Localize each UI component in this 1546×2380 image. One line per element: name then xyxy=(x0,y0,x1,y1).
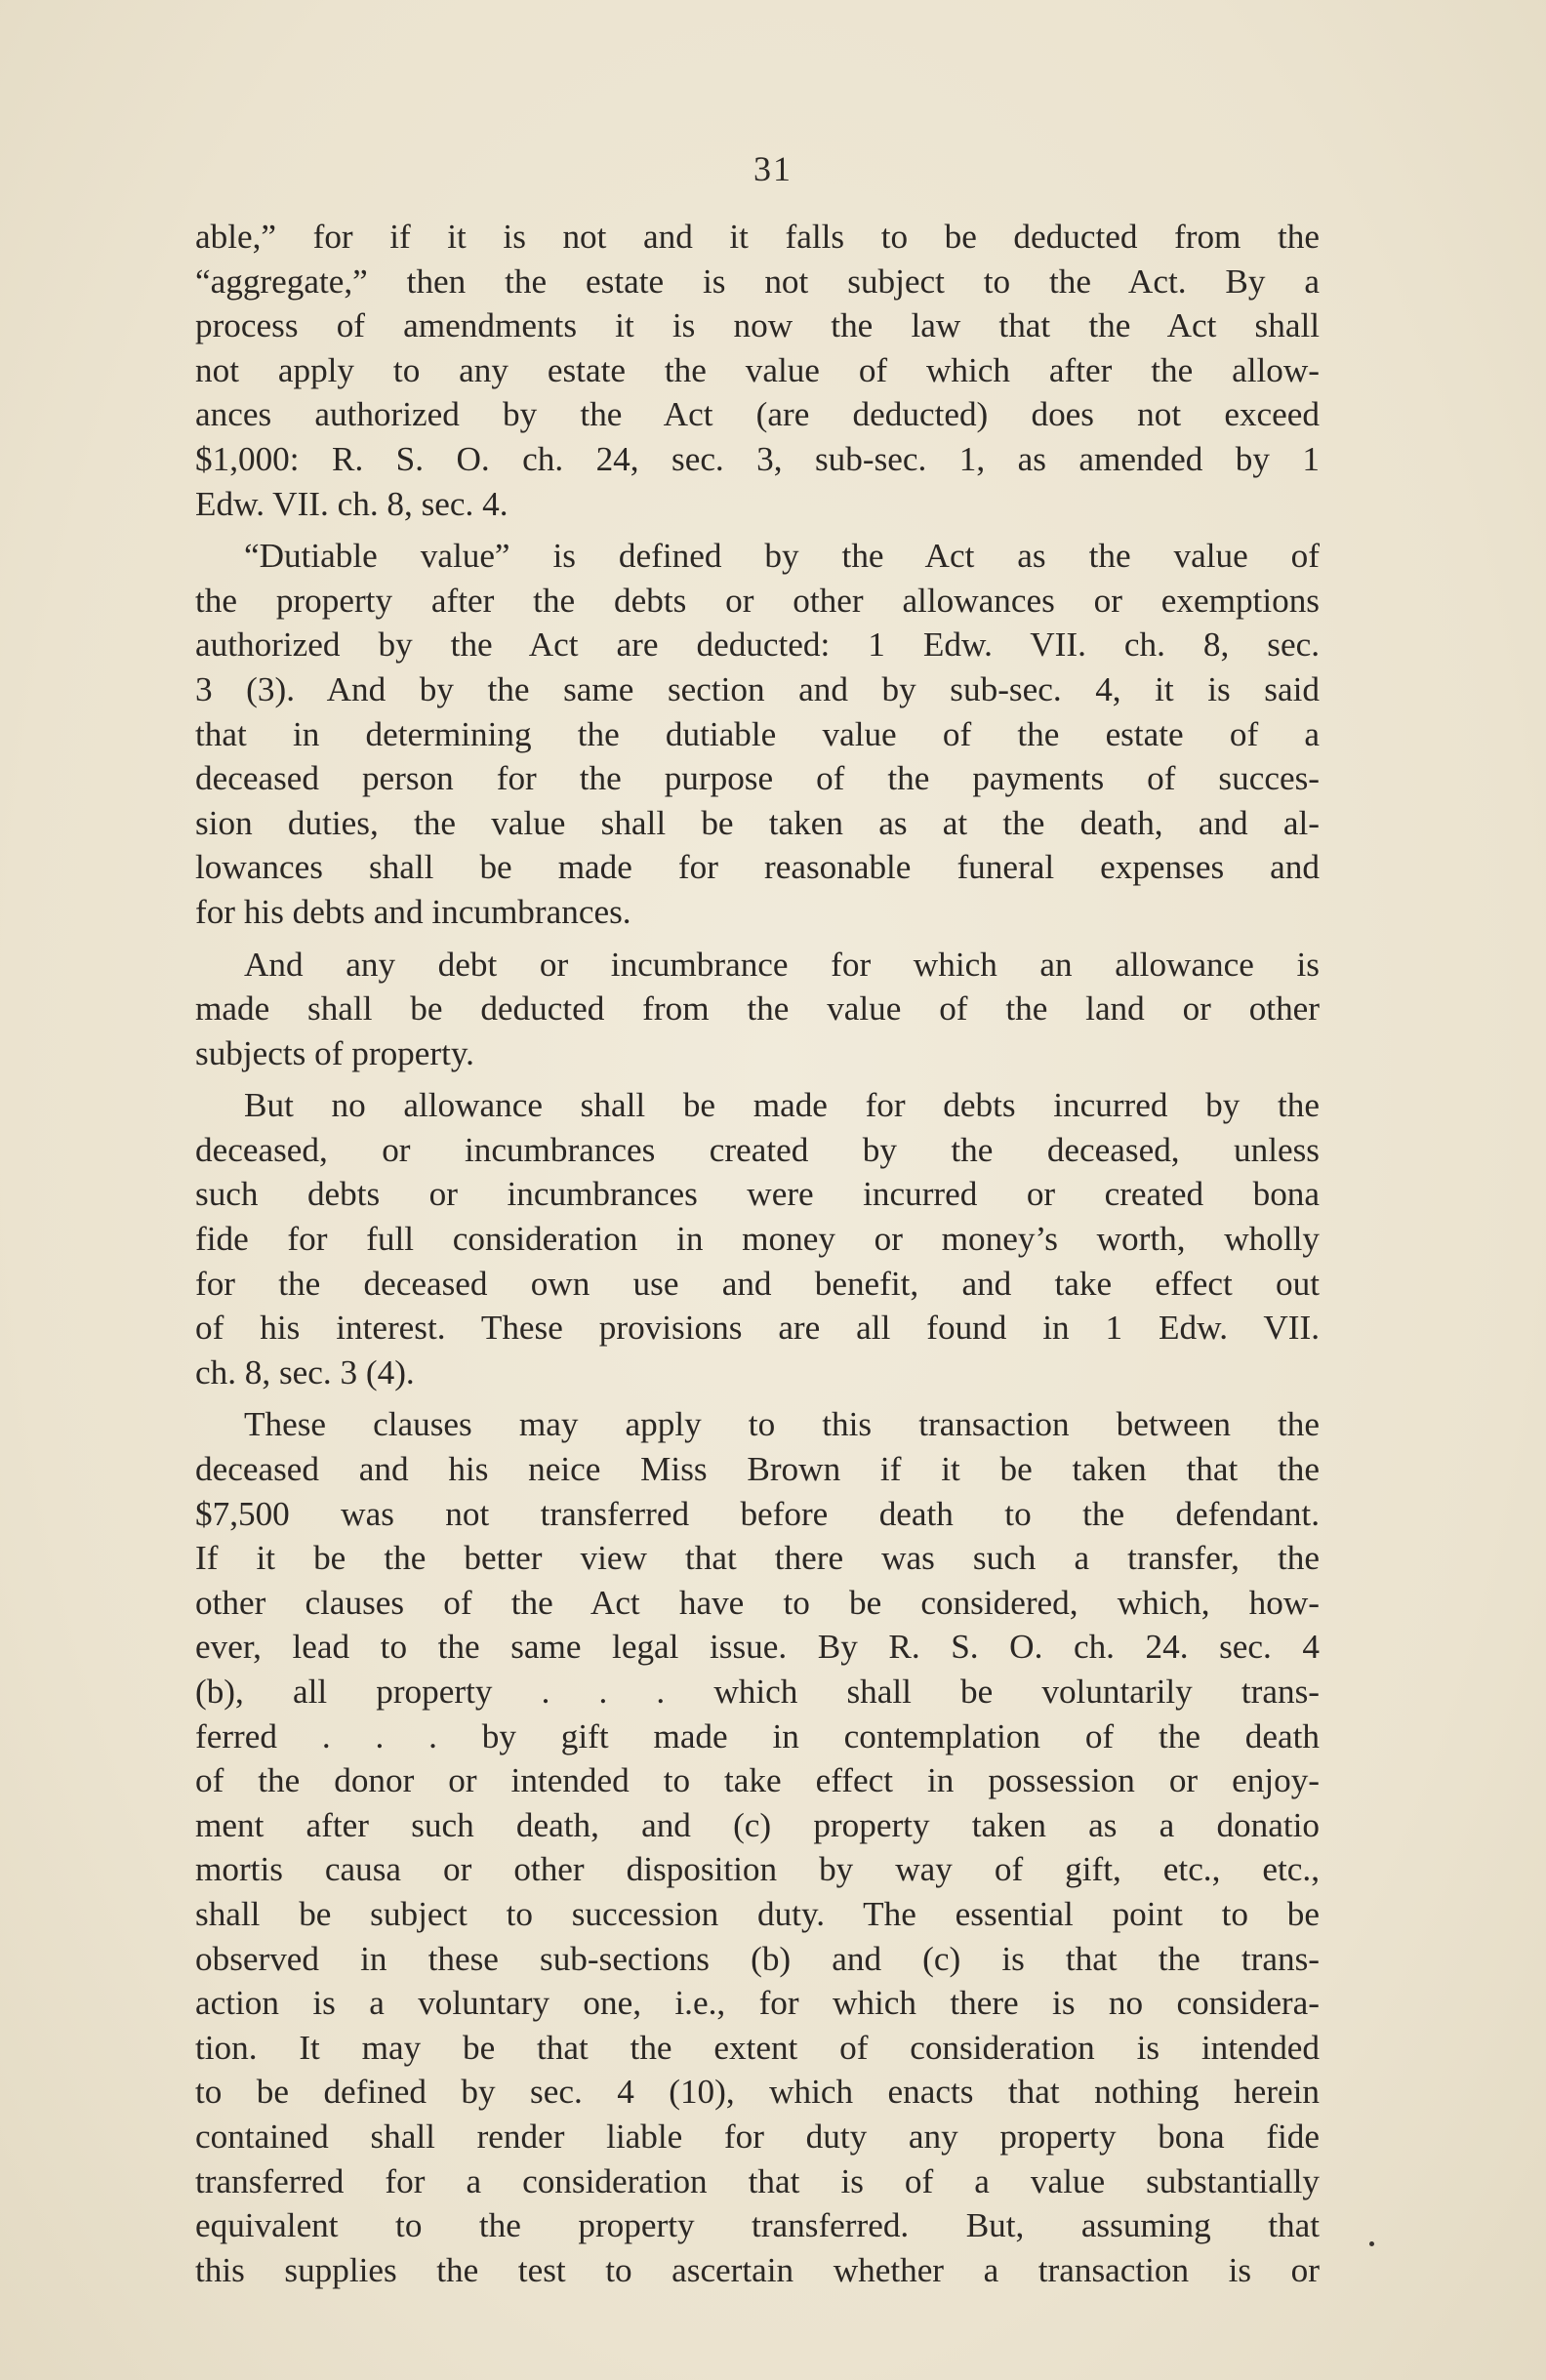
text-line: of his interest. These provisions are all found in 1 Edw. VII. xyxy=(195,1309,1320,1348)
text-line: ch. 8, sec. 3 (4). xyxy=(195,1352,415,1392)
text-line: “aggregate,” then the estate is not subject to the Act. By a xyxy=(195,262,1320,301)
text-line: other clauses of the Act have to be considered, which, how- xyxy=(195,1583,1320,1622)
text-line: transferred for a consideration that is of a value substantially xyxy=(195,2161,1320,2200)
text-line: contained shall render liable for duty any property bona fide xyxy=(195,2117,1320,2156)
text-line: 3 (3). And by the same section and by sub-sec. 4, it is said xyxy=(195,669,1320,708)
text-line: If it be the better view that there was such a transfer, the xyxy=(195,1539,1320,1578)
text-line: that in determining the dutiable value of the estate of a xyxy=(195,714,1320,753)
ink-speck xyxy=(1369,2241,1374,2246)
text-line: ances authorized by the Act (are deducted) does not exceed xyxy=(195,395,1320,434)
paragraph xyxy=(195,215,1320,526)
text-line: for the deceased own use and benefit, and take effect out xyxy=(195,1264,1320,1303)
text-line: deceased and his neice Miss Brown if it be taken that the xyxy=(195,1450,1320,1489)
text-line: ferred . . . by gift made in contemplation of the death xyxy=(195,1716,1320,1755)
text-line: of the donor or intended to take effect in possession or enjoy- xyxy=(195,1761,1320,1800)
text-line: process of amendments it is now the law that the Act shall xyxy=(195,306,1320,345)
text-line: ment after such death, and (c) property taken as a donatio xyxy=(195,1805,1320,1844)
paragraph xyxy=(195,534,1320,934)
text-line: this supplies the test to ascertain whether a transaction is or xyxy=(195,2250,1320,2289)
text-line: for his debts and incumbrances. xyxy=(195,892,631,931)
text-line: And any debt or incumbrance for which an allowance is xyxy=(244,945,1320,984)
text-line: subjects of property. xyxy=(195,1033,474,1072)
text-line: ever, lead to the same legal issue. By R. S. O. ch. 24. sec. 4 xyxy=(195,1628,1320,1667)
text-line: the property after the debts or other allowances or exemptions xyxy=(195,581,1320,620)
text-line: such debts or incumbrances were incurred or created bona xyxy=(195,1175,1320,1214)
text-line: tion. It may be that the extent of consideration is intended xyxy=(195,2028,1320,2067)
text-line: Edw. VII. ch. 8, sec. 4. xyxy=(195,484,509,523)
paragraph xyxy=(195,1402,1320,2292)
text-line: deceased, or incumbrances created by the deceased, unless xyxy=(195,1130,1320,1169)
text-line: lowances shall be made for reasonable funeral expenses and xyxy=(195,848,1320,887)
text-line: observed in these sub-sections (b) and (c) is that the trans- xyxy=(195,1939,1320,1978)
text-line: shall be subject to succession duty. The essential point to be xyxy=(195,1894,1320,1933)
text-line: “Dutiable value” is defined by the Act as the value of xyxy=(244,537,1320,576)
text-line: fide for full consideration in money or money’s worth, wholly xyxy=(195,1220,1320,1259)
text-line: mortis causa or other disposition by way of gift, etc., etc., xyxy=(195,1850,1320,1889)
body-text xyxy=(195,215,1320,2300)
text-line: sion duties, the value shall be taken as at the death, and al- xyxy=(195,803,1320,842)
text-line: action is a voluntary one, i.e., for which there is no considera- xyxy=(195,1984,1320,2023)
text-line: authorized by the Act are deducted: 1 Edw. VII. ch. 8, sec. xyxy=(195,625,1320,665)
text-line: But no allowance shall be made for debts incurred by the xyxy=(244,1086,1320,1125)
text-line: $1,000: R. S. O. ch. 24, sec. 3, sub-sec. 1, as amended by 1 xyxy=(195,439,1320,478)
text-line: made shall be deducted from the value of the land or other xyxy=(195,989,1320,1029)
text-line: equivalent to the property transferred. But, assuming that xyxy=(195,2206,1320,2245)
paragraph xyxy=(195,943,1320,1076)
text-line: These clauses may apply to this transaction between the xyxy=(244,1405,1320,1444)
text-line: deceased person for the purpose of the payments of succes- xyxy=(195,759,1320,798)
text-line: (b), all property . . . which shall be voluntarily trans- xyxy=(195,1673,1320,1711)
paragraph xyxy=(195,1083,1320,1394)
text-line: able,” for if it is not and it falls to be deducted from the xyxy=(195,218,1320,256)
text-line: to be defined by sec. 4 (10), which enacts that nothing herein xyxy=(195,2073,1320,2112)
text-line: $7,500 was not transferred before death to the defendant. xyxy=(195,1494,1320,1533)
text-line: not apply to any estate the value of which after the allow- xyxy=(195,350,1320,389)
page-number: 31 xyxy=(753,149,793,188)
